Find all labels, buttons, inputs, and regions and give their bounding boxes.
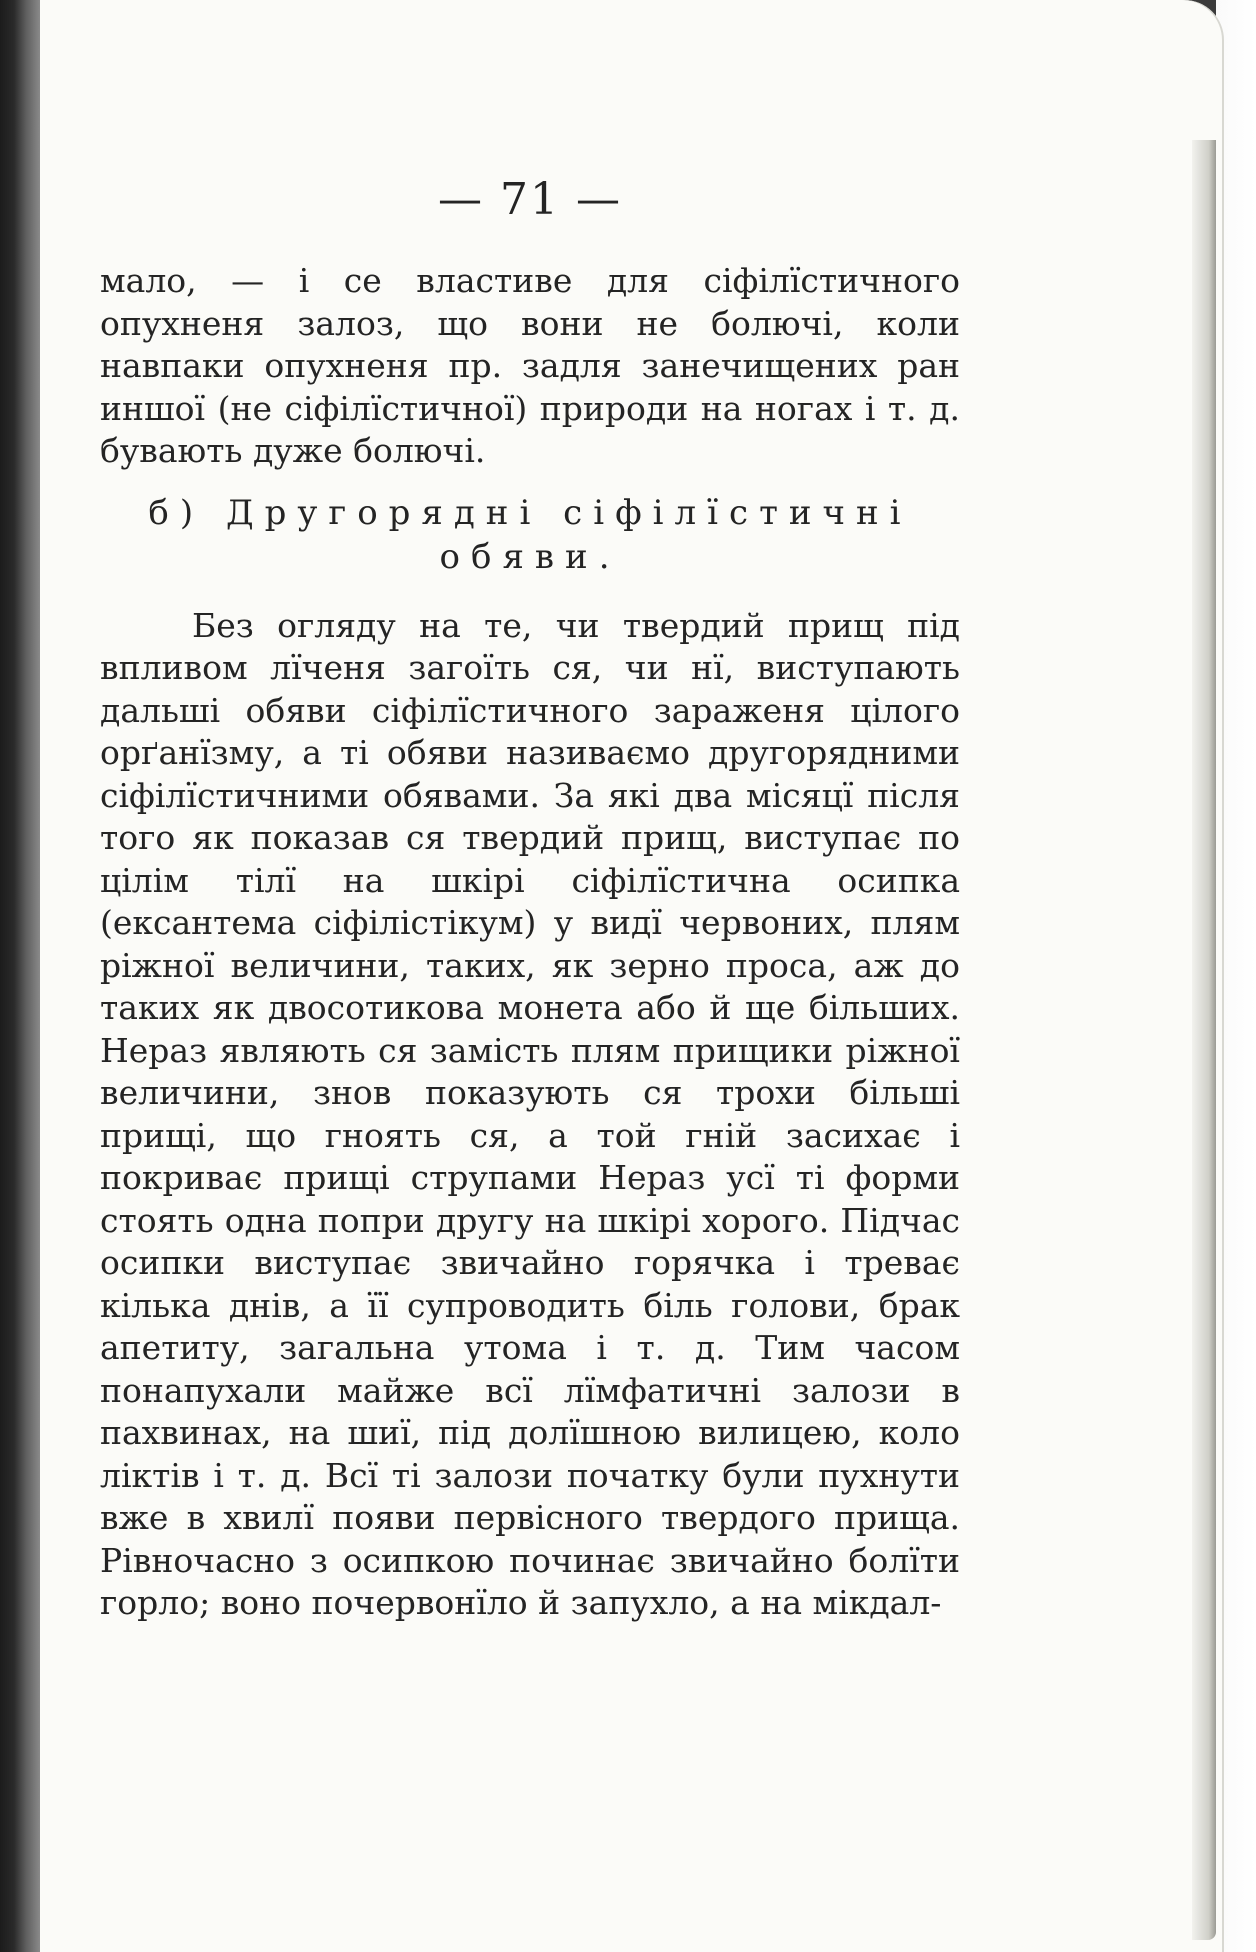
section-heading-line-2: обяви. — [439, 536, 621, 577]
body-paragraph: Без огляду на те, чи твердий прищ під впливом лїченя загоїть ся, чи нї, виступають дальші обяви сіфілїстичного зараженя цілого орґанїзму, а ті обяви називаємо другорядними сіфілїстичними обявами. За які два місяцї після того як показав ся твердий прищ, виступає по цілім тілї на шкірі сіфілїстична осипка (ексантема сіфілістікум) у видї червоних, плям ріжної величини, таких, як зерно проса, аж до таких як двосотикова монета або й ще більших. Нераз являють ся замість плям прищики ріжної величини, знов показують ся трохи більші прищі, що гноять ся, а той гній засихає і покриває прищі струпами Нераз усї ті форми стоять одна попри другу на шкірі хорого. Підчас осипки виступає звичайно горячка і треває кілька днів, а її супроводить біль голови, брак апетиту, загальна утома і т. д. Тим часом понапухали майже всї лїмфатичні залози в пахвинах, на шиї, під долїшною вилицею, коло ліктів і т. д. Всї ті залози початку були пухнути вже в хвилї появи первісного твердого прища. Рівночасно з осипкою починає звичайно болїти горло; воно почервонїло й запухло, а на мікдал- — [100, 605, 960, 1622]
page-edge — [1192, 140, 1216, 1940]
section-heading-line-1: б) Другорядні сіфілїстичні — [148, 492, 912, 533]
page-content — [100, 160, 960, 1625]
binding-shadow — [0, 0, 40, 1952]
paragraph-continuation: мало, — і се властиве для сіфілїстичного опухненя залоз, що вони не болючі, коли навпаки опухненя пр. задля занечищених ран иншої (не сіфілїстичної) природи на ногах і т. д. бувають дуже болючі. — [100, 261, 960, 470]
section-heading — [100, 491, 960, 579]
page-number: — 71 — — [438, 174, 622, 225]
